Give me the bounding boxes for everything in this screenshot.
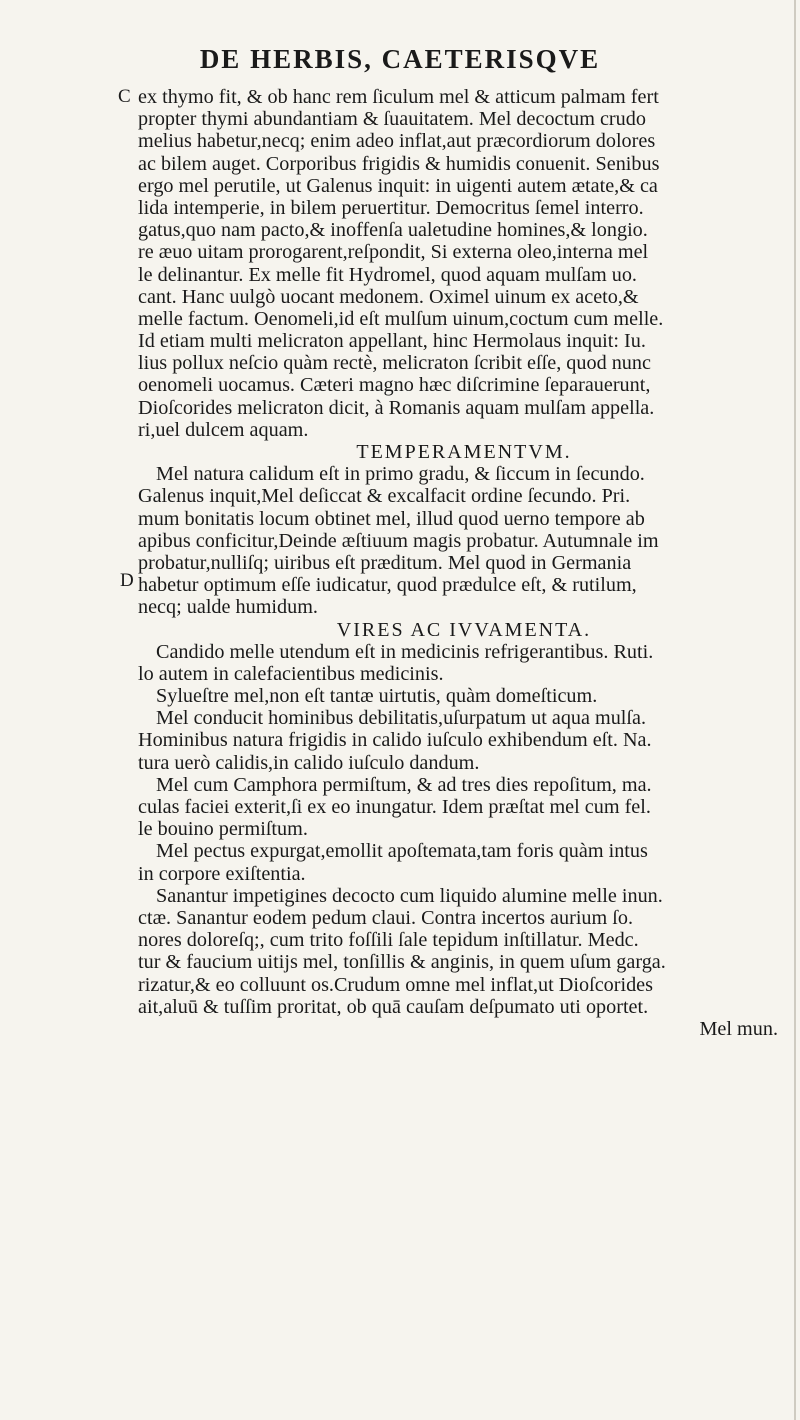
- page-edge-rule: [794, 0, 796, 1420]
- text-line: Mel cum Camphora permiſtum, & ad tres dies repoſitum, ma.: [156, 773, 652, 796]
- margin-letter-c: C: [118, 86, 131, 107]
- section-heading: TEMPERAMENTVM.: [356, 441, 572, 463]
- text-line: Sylueſtre mel,non eſt tantæ uirtutis, quàm domeſticum.: [156, 685, 598, 708]
- text-line: lida intemperie, in bilem peruertitur. Democritus ſemel interro.: [138, 196, 644, 219]
- text-line: ri,uel dulcem aquam.: [138, 418, 309, 441]
- text-line: tur & faucium uitijs mel, tonſillis & anginis, in quem uſum garga.: [138, 951, 666, 974]
- text-line: Mel pectus expurgat,emollit apoſtemata,tam foris quàm intus: [156, 840, 648, 863]
- text-line: Dioſcorides melicraton dicit, à Romanis aquam mulſam appella.: [138, 396, 655, 419]
- text-line: le bouino permiſtum.: [138, 818, 308, 841]
- body-text: [138, 86, 790, 1040]
- text-line: oenomeli uocamus. Cæteri magno hæc diſcrimine ſeparauerunt,: [138, 374, 651, 397]
- text-line: cant. Hanc uulgò uocant medonem. Oximel uinum ex aceto,&: [138, 285, 639, 308]
- running-header: DE HERBIS, CAETERISQVE: [199, 44, 601, 74]
- text-line: propter thymi abundantiam & ſuauitatem. Mel decoctum crudo: [138, 108, 646, 131]
- text-line: rizatur,& eo colluunt os.Crudum omne mel inflat,ut Dioſcorides: [138, 973, 653, 996]
- text-line: ac bilem auget. Corporibus frigidis & humidis conuenit. Senibus: [138, 152, 660, 175]
- text-line: melius habetur,necq; enim adeo inflat,aut præcordiorum dolores: [138, 130, 656, 153]
- text-line: re æuo uitam prorogarent,reſpondit, Si externa oleo,interna mel: [138, 241, 649, 264]
- text-line: nores doloreſq;, cum trito foſſili ſale tepidum inſtillatur. Medc.: [138, 929, 639, 952]
- text-line: Mel conducit hominibus debilitatis,uſurpatum ut aqua mulſa.: [156, 707, 647, 730]
- text-line: in corpore exiſtentia.: [138, 862, 306, 885]
- text-line: Candido melle utendum eſt in medicinis refrigerantibus. Ruti.: [156, 640, 654, 663]
- text-line: Mel natura calidum eſt in primo gradu, & ſiccum in ſecundo.: [156, 463, 645, 486]
- text-line: ait,aluū & tuſſim proritat, ob quā cauſam deſpumato uti oportet.: [138, 995, 649, 1018]
- text-line: mum bonitatis locum obtinet mel, illud quod uerno tempore ab: [138, 507, 645, 530]
- text-line: le delinantur. Ex melle fit Hydromel, quod aquam mulſam uo.: [138, 263, 637, 286]
- text-line: necq; ualde humidum.: [138, 596, 318, 619]
- text-line: habetur optimum eſſe iudicatur, quod prædulce eſt, & rutilum,: [138, 574, 637, 597]
- text-line: ex thymo fit, & ob hanc rem ſiculum mel & atticum palmam fert: [138, 86, 659, 108]
- text-line: culas faciei exterit,ſi ex eo inungatur. Idem præſtat mel cum fel.: [138, 796, 651, 818]
- text-line: tura uerò calidis,in calido iuſculo dandum.: [138, 751, 480, 774]
- text-line: lo autem in calefacientibus medicinis.: [138, 662, 444, 685]
- text-line: ctæ. Sanantur eodem pedum claui. Contra incertos aurium ſo.: [138, 906, 634, 929]
- text-line: Hominibus natura frigidis in calido iuſculo exhibendum eſt. Na.: [138, 729, 652, 752]
- text-line: apibus conficitur,Deinde æſtiuum magis probatur. Autumnale im: [138, 529, 659, 552]
- text-line: probatur,nulliſq; uiribus eſt præditum. Mel quod in Germania: [138, 551, 632, 574]
- margin-letter-d: D: [120, 570, 134, 591]
- text-line: melle factum. Oenomeli,id eſt mulſum uinum,coctum cum melle.: [138, 307, 664, 330]
- text-line: Id etiam multi melicraton appellant, hinc Hermolaus inquit: Iu.: [138, 330, 646, 353]
- text-line: ergo mel perutile, ut Galenus inquit: in uigenti autem ætate,& ca: [138, 174, 658, 197]
- text-line: lius pollux neſcio quàm rectè, melicraton ſcribit eſſe, quod nunc: [138, 352, 651, 375]
- catchword: Mel mun.: [699, 1017, 778, 1040]
- text-line: Galenus inquit,Mel deſiccat & excalfacit ordine ſecundo. Pri.: [138, 485, 631, 508]
- section-heading: VIRES AC IVVAMENTA.: [336, 618, 592, 641]
- text-line: gatus,quo nam pacto,& inoffenſa ualetudine homines,& longio.: [138, 219, 648, 242]
- text-line: Sanantur impetigines decocto cum liquido alumine melle inun.: [156, 884, 663, 907]
